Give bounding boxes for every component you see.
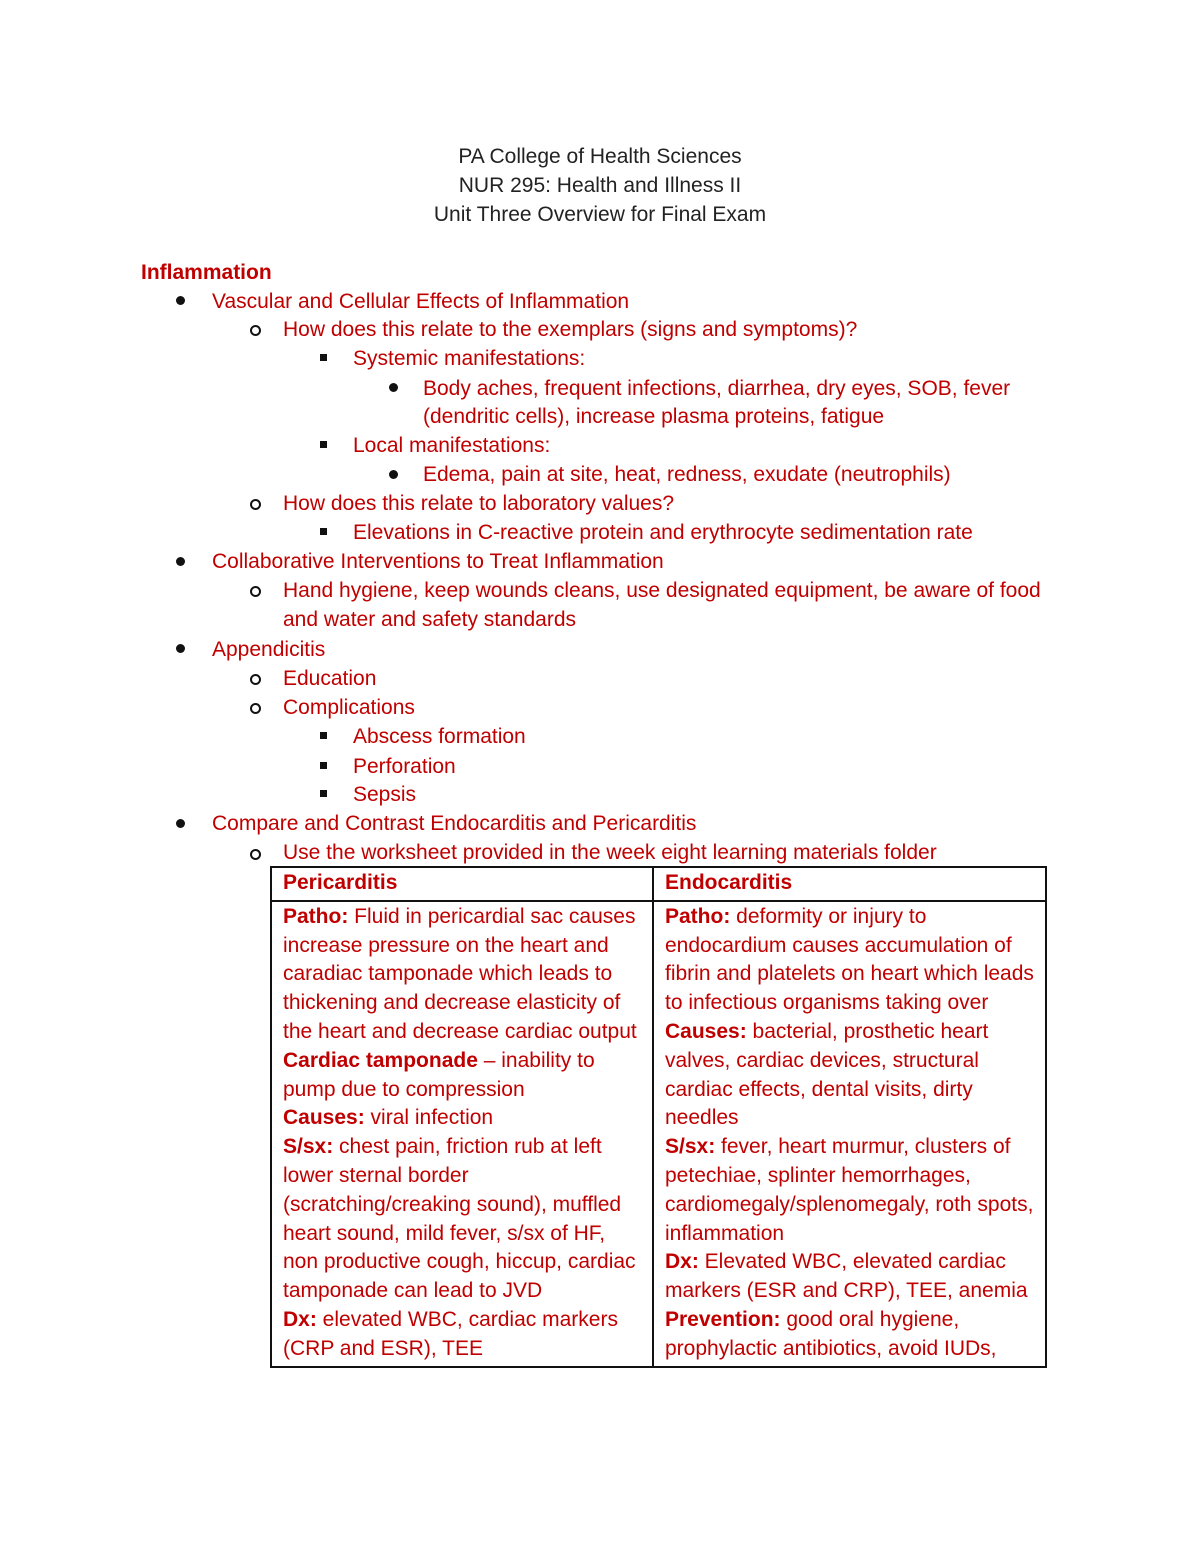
header-course: NUR 295: Health and Illness II	[458, 174, 742, 197]
disc-bullet	[176, 296, 185, 305]
endo-dx-label: Dx:	[665, 1250, 699, 1274]
item-sepsis: Sepsis	[353, 783, 417, 806]
square-bullet	[320, 354, 327, 361]
item-systemic-detail-1: Body aches, frequent infections, diarrhea, dry eyes, SOB, fever	[423, 377, 1011, 400]
circle-bullet	[250, 703, 261, 714]
peri-dx-label: Dx:	[283, 1307, 317, 1331]
item-exemplars: How does this relate to the exemplars (signs and symptoms)?	[283, 318, 858, 341]
item-complications: Complications	[283, 696, 415, 719]
disc-bullet	[176, 819, 185, 828]
disc-bullet	[389, 470, 398, 479]
circle-bullet	[250, 586, 261, 597]
item-systemic: Systemic manifestations:	[353, 347, 586, 370]
item-lab-detail: Elevations in C-reactive protein and erythrocyte sedimentation rate	[353, 521, 973, 544]
square-bullet	[320, 441, 327, 448]
endocarditis-cell	[653, 901, 1046, 1367]
item-collab-detail-1: Hand hygiene, keep wounds cleans, use designated equipment, be aware of food	[283, 579, 1041, 602]
item-lab: How does this relate to laboratory values?	[283, 492, 675, 515]
circle-bullet	[250, 674, 261, 685]
endo-patho-label: Patho:	[665, 904, 731, 928]
disc-bullet	[176, 557, 185, 566]
item-local: Local manifestations:	[353, 434, 551, 457]
pericarditis-cell	[271, 901, 653, 1367]
square-bullet	[320, 732, 327, 739]
peri-patho-label: Patho:	[283, 904, 349, 928]
header-unit: Unit Three Overview for Final Exam	[433, 203, 767, 226]
endo-ssx-label: S/sx:	[665, 1135, 716, 1159]
circle-bullet	[250, 499, 261, 510]
disc-bullet	[389, 383, 398, 392]
table-header-row	[271, 867, 1046, 901]
item-vascular: Vascular and Cellular Effects of Inflammation	[212, 290, 630, 313]
item-education: Education	[283, 667, 377, 690]
item-compare: Compare and Contrast Endocarditis and Pericarditis	[212, 812, 697, 835]
header-pericarditis: Pericarditis	[271, 867, 653, 901]
peri-causes-label: Causes:	[283, 1106, 365, 1130]
endo-dx-text: Elevated WBC, elevated cardiac markers (ESR and CRP), TEE, anemia	[665, 1250, 1028, 1303]
peri-patho-text: Fluid in pericardial sac causes increase pressure on the heart and caradiac tamponade which leads to thickening and decrease elasticity of the heart and decrease cardiac output	[283, 904, 637, 1043]
header-endocarditis: Endocarditis	[653, 867, 1046, 901]
endo-prevention-label: Prevention:	[665, 1307, 781, 1331]
square-bullet	[320, 762, 327, 769]
document-header	[0, 142, 1200, 229]
table-row	[271, 901, 1046, 1367]
circle-bullet	[250, 849, 261, 860]
item-local-detail: Edema, pain at site, heat, redness, exudate (neutrophils)	[423, 463, 951, 486]
comparison-table	[270, 866, 1047, 1368]
item-worksheet: Use the worksheet provided in the week eight learning materials folder	[283, 841, 937, 864]
endo-causes-text: bacterial, prosthetic heart valves, cardiac devices, structural cardiac effects, dental visits, dirty needles	[665, 1019, 989, 1130]
item-collab: Collaborative Interventions to Treat Inflammation	[212, 550, 664, 573]
disc-bullet	[176, 644, 185, 653]
square-bullet	[320, 790, 327, 797]
square-bullet	[320, 528, 327, 535]
item-systemic-detail-2: (dendritic cells), increase plasma proteins, fatigue	[423, 405, 885, 428]
peri-ssx-label: S/sx:	[283, 1135, 334, 1159]
endo-patho-text: deformity or injury to endocardium causes accumulation of fibrin and platelets on heart which leads to infectious organisms taking over	[665, 904, 1034, 1015]
item-perforation: Perforation	[353, 755, 456, 778]
peri-dx-text: elevated WBC, cardiac markers (CRP and ESR), TEE	[283, 1307, 618, 1360]
peri-tamponade-label: Cardiac tamponade	[283, 1048, 478, 1072]
item-abscess: Abscess formation	[353, 725, 526, 748]
peri-ssx-text: chest pain, friction rub at left lower sternal border (scratching/creaking sound), muffled heart sound, mild fever, s/sx of HF, non productive cough, hiccup, cardiac tamponade can lead to JVD	[283, 1135, 636, 1303]
endo-causes-label: Causes:	[665, 1019, 747, 1043]
endo-ssx-text: fever, heart murmur, clusters of petechiae, splinter hemorrhages, cardiomegaly/splenomegaly, roth spots, inflammation	[665, 1135, 1034, 1245]
peri-tamponade-text: – inability to pump due to compression	[283, 1048, 595, 1101]
endo-prevention-text: good oral hygiene, prophylactic antibiotics, avoid IUDs,	[665, 1307, 997, 1360]
item-appendicitis: Appendicitis	[212, 638, 326, 661]
circle-bullet	[250, 325, 261, 336]
item-collab-detail-2: and water and safety standards	[283, 608, 577, 631]
header-college: PA College of Health Sciences	[458, 145, 742, 168]
peri-causes-text: viral infection	[364, 1106, 494, 1130]
section-title: Inflammation	[141, 261, 272, 284]
